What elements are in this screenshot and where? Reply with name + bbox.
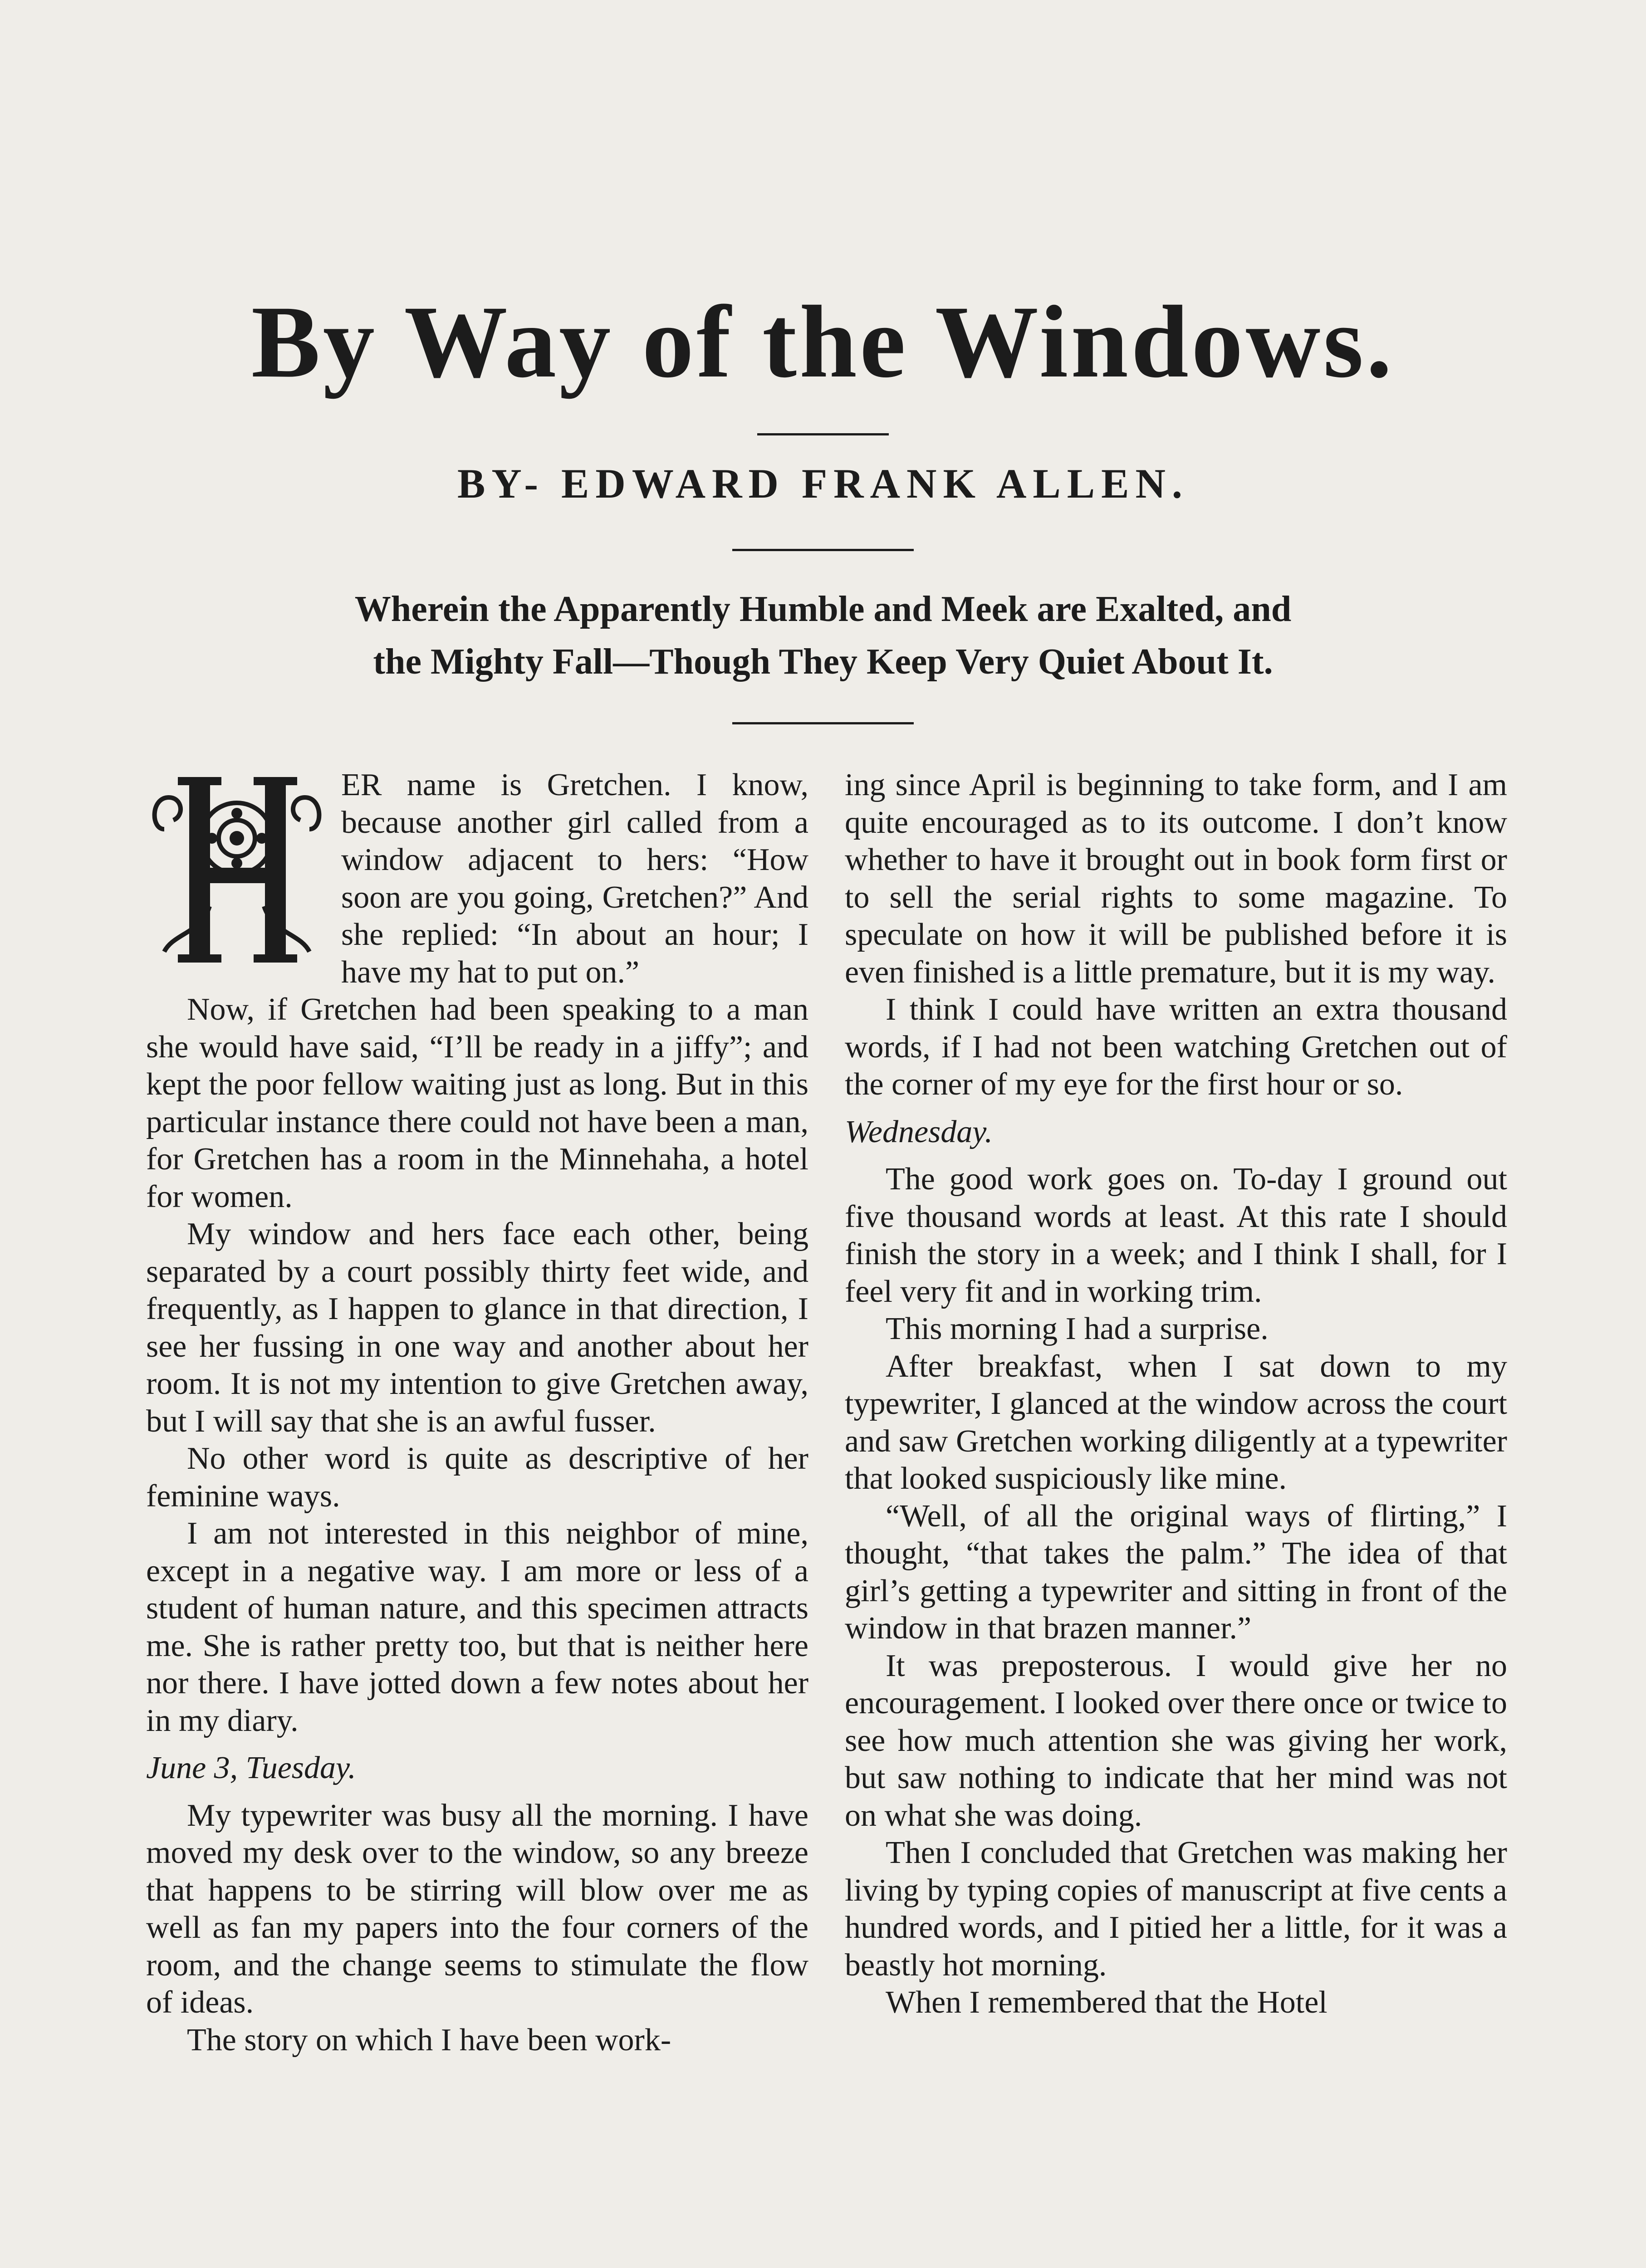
paragraph: The good work goes on. To-day I ground out five thousand words at least. At this rate I should finish the story in a week; and I think I shall, for I feel very fit and in working trim. [845,1162,1507,1309]
right-column [845,767,1507,2022]
paragraph: My window and hers face each other, being separated by a court possibly thirty feet wide, and frequently, as I happen to glance in that direction, I see her fussing in one way and another about her room. It is not my intention to give Gretchen away, but I will say that she is an awful fusser. [146,1217,808,1439]
paragraph: I think I could have written an extra thousand words, if I had not been watching Gretchen out of the corner of my eye for the first hour or so. [845,992,1507,1102]
paragraph: Then I concluded that Gretchen was making her living by typing copies of manuscript at five cents a hundred words, and I pitied her a little, for it was a beastly hot morning. [845,1835,1507,1983]
story-title: By Way of the Windows. [251,285,1395,399]
paragraph: Now, if Gretchen had been speaking to a man she would have said, “I’ll be ready in a jiffy”; and kept the poor fellow waiting just as long. But in this particular instance there could not have been a man, for Gretchen has a room in the Minnehaha, a hotel for women. [146,992,808,1214]
paragraph: ing since April is beginning to take form, and I am quite encouraged as to its outcome. I don’t know whether to have it brought out in book form first or to sell the serial rights to some magazine. To speculate on how it will be published before it is even finished is a little premature, but it is my way. [845,767,1507,990]
paragraph: My typewriter was busy all the morning. I have moved my desk over to the window, so any breeze that happens to be stirring will blow over me as well as fan my papers into the four corners of the room, and the change seems to stimulate the flow of ideas. [146,1798,808,2020]
story-subtitle [181,583,1465,688]
title-rule [757,433,889,435]
author-byline: BY- EDWARD FRANK ALLEN. [457,460,1189,507]
paragraph: The story on which I have been work- [187,2022,671,2058]
left-column [146,767,808,2059]
paragraph: It was preposterous. I would give her no encouragement. I looked over there once or twice to see how much attention she was giving her work, but saw nothing to indicate that her mind was not on what she was doing. [845,1648,1507,1833]
subtitle-line-1: Wherein the Apparently Humble and Meek are Exalted, and [354,589,1292,629]
paragraph: This morning I had a surprise. [886,1311,1269,1346]
diary-date-heading: Wednesday. [845,1114,993,1149]
diary-date-heading: June 3, Tuesday. [146,1750,356,1785]
subtitle-line-2: the Mighty Fall—Though They Keep Very Quiet About It. [373,642,1273,682]
paragraph: After breakfast, when I sat down to my typewriter, I glanced at the window across the court and saw Gretchen working diligently at a typewriter that looked suspiciously like mine. [845,1349,1507,1496]
paragraph: No other word is quite as descriptive of her feminine ways. [146,1441,808,1514]
paragraph: “Well, of all the original ways of flirting,” I thought, “that takes the palm.” The idea of that girl’s getting a typewriter and sitting in front of the window in that brazen manner.” [845,1498,1507,1646]
paragraph: ER name is Gretchen. I know, because another girl called from a window adjacent to hers: “How soon are you going, Gretchen?” And she replied: “In about an hour; I have my hat to put on.” [341,767,808,990]
paragraph: I am not interested in this neighbor of mine, except in a negative way. I am more or less of a student of human nature, and this specimen attracts me. She is rather pretty too, but that is neither here nor there. I have jotted down a few notes about her in my diary. [146,1516,808,1738]
ornamental-dropcap-h [146,770,328,970]
subtitle-rule [732,722,914,724]
paragraph: When I remembered that the Hotel [886,1985,1328,2020]
byline-rule [732,549,914,551]
